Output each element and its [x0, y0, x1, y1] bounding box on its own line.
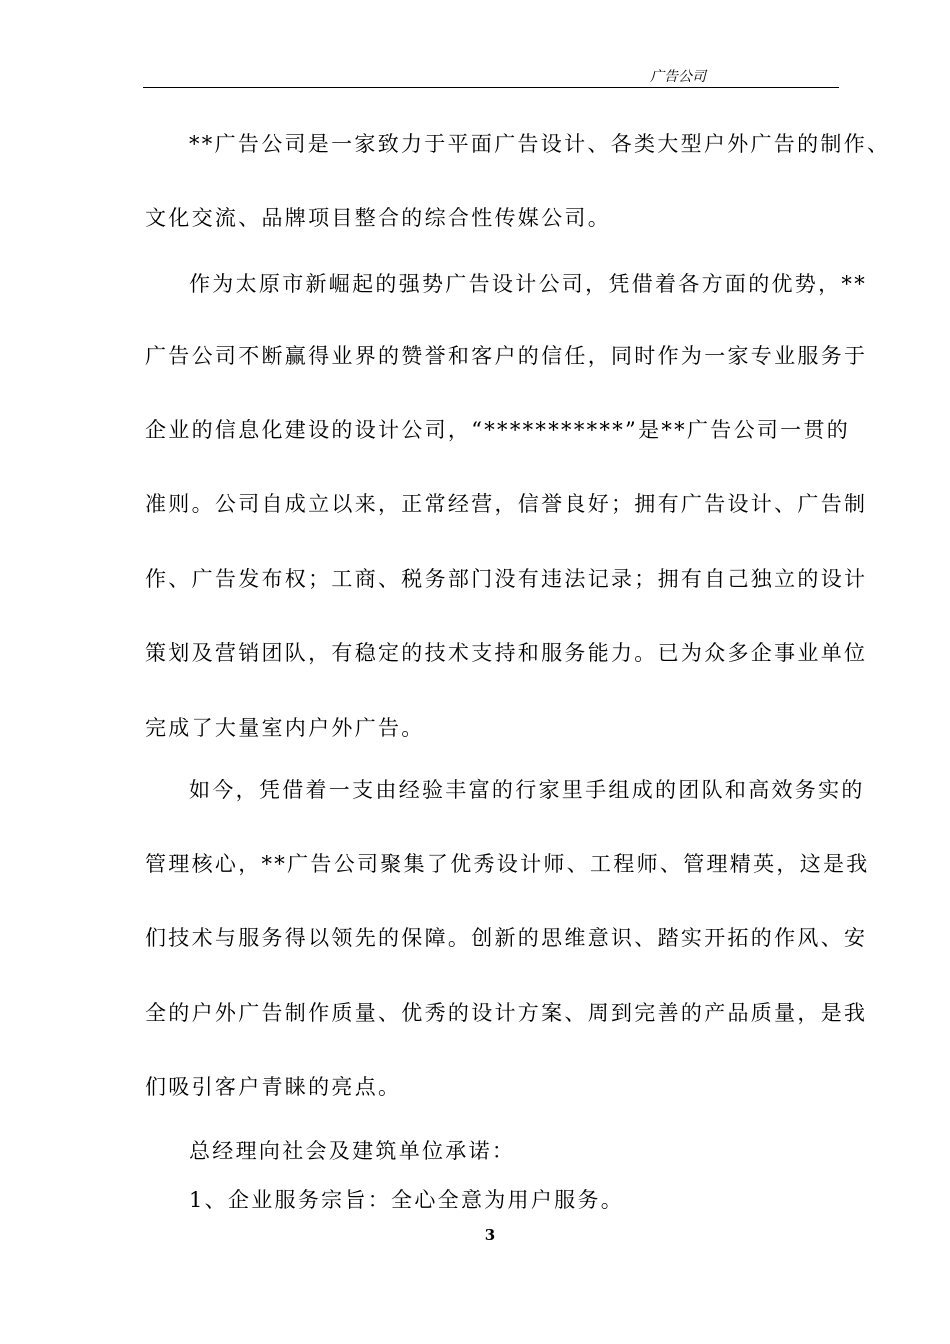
text-line: 1、企业服务宗旨：全心全意为用户服务。 — [189, 1188, 625, 1212]
header-rule — [143, 87, 839, 88]
text-line: 如今，凭借着一支由经验丰富的行家里手组成的团队和高效务实的 — [189, 778, 865, 802]
text-line: 总经理向社会及建筑单位承诺： — [189, 1139, 516, 1163]
running-header: 广告公司 — [650, 69, 706, 85]
text-line: 作、广告发布权；工商、税务部门没有违法记录；拥有自己独立的设计 — [145, 567, 868, 591]
text-line: 管理核心，**广告公司聚集了优秀设计师、工程师、管理精英，这是我 — [145, 852, 870, 876]
page-number: 3 — [484, 1226, 496, 1244]
text-line: 策划及营销团队，有稳定的技术支持和服务能力。已为众多企事业单位 — [145, 641, 868, 665]
text-line: 广告公司不断赢得业界的赞誉和客户的信任，同时作为一家专业服务于 — [145, 344, 868, 368]
text-line: **广告公司是一家致力于平面广告设计、各类大型户外广告的制作、 — [189, 132, 891, 156]
text-line: 们吸引客户青睐的亮点。 — [145, 1075, 402, 1099]
text-line: 完成了大量室内户外广告。 — [145, 716, 425, 740]
text-line: 们技术与服务得以领先的保障。创新的思维意识、踏实开拓的作风、安 — [145, 926, 868, 950]
text-line: 作为太原市新崛起的强势广告设计公司，凭借着各方面的优势，** — [189, 272, 867, 296]
text-line: 全的户外广告制作质量、优秀的设计方案、周到完善的产品质量，是我 — [145, 1001, 868, 1025]
text-line: 企业的信息化建设的设计公司，“***********”是**广告公司一贯的 — [145, 418, 851, 442]
text-line: 准则。公司自成立以来，正常经营，信誉良好；拥有广告设计、广告制 — [145, 492, 868, 516]
text-line: 文化交流、品牌项目整合的综合性传媒公司。 — [145, 206, 611, 230]
